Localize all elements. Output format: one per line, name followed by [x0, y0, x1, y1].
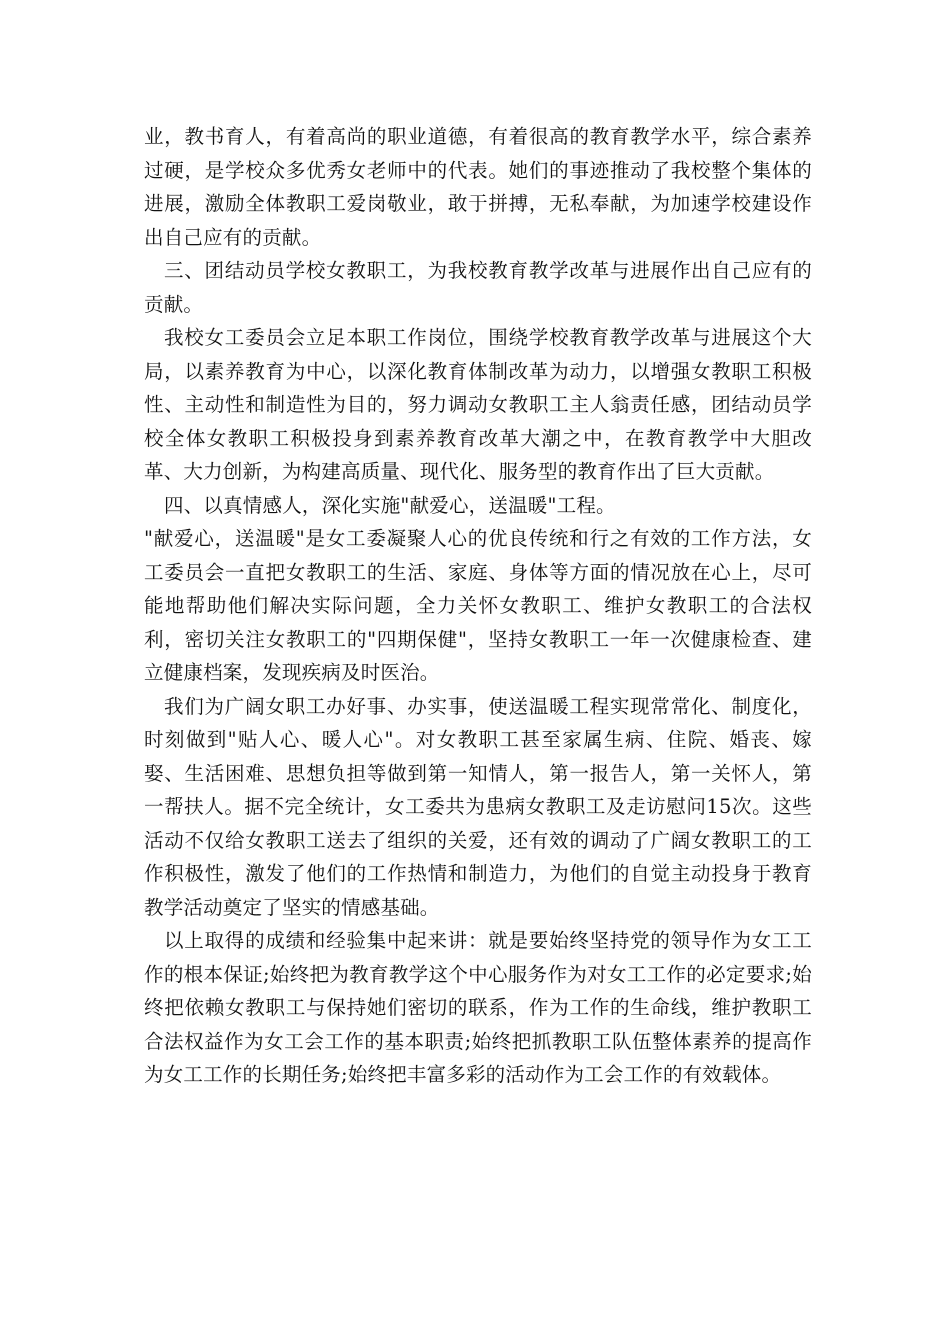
paragraph-7: 以上取得的成绩和经验集中起来讲：就是要始终坚持党的领导作为女工工作的根本保证;始终把为教育教学这个中心服务作为对女工工作的必定要求;始终把依赖女教职工与保持她们密切的联系，作为工作的生命线，维护教职工合法权益作为女工会工作的基本职责;始终把抓教职工队伍整体素养的提高作为女工工作的长期任务;始终把丰富多彩的活动作为工会工作的有效载体。 — [144, 929, 812, 1086]
document-body — [144, 120, 812, 1092]
paragraph-6: 我们为广阔女职工办好事、办实事，使送温暖工程实现常常化、制度化，时刻做到"贴人心、暖人心"。对女教职工甚至家属生病、住院、婚丧、嫁娶、生活困难、思想负担等做到第一知情人，第一报告人，第一关怀人，第一帮扶人。据不完全统计，女工委共为患病女教职工及走访慰问15次。这些活动不仅给女教职工送去了组织的关爱，还有效的调动了广阔女教职工的工作积极性，激发了他们的工作热情和制造力，为他们的自觉主动投身于教育教学活动奠定了坚实的情感基础。 — [144, 694, 812, 919]
paragraph-5: "献爱心，送温暖"是女工委凝聚人心的优良传统和行之有效的工作方法，女工委员会一直把女教职工的生活、家庭、身体等方面的情况放在心上，尽可能地帮助他们解决实际问题，全力关怀女教职工、维护女教职工的合法权利，密切关注女教职工的"四期保健"，坚持女教职工一年一次健康检查、建立健康档案，发现疾病及时医治。 — [144, 527, 812, 684]
paragraph-1: 业，教书育人，有着高尚的职业道德，有着很高的教育教学水平，综合素养过硬，是学校众多优秀女老师中的代表。她们的事迹推动了我校整个集体的进展，激励全体教职工爱岗敬业，敢于拼搏，无私奉献，为加速学校建设作出自己应有的贡献。 — [144, 125, 812, 249]
section-heading-3: 三、团结动员学校女教职工，为我校教育教学改革与进展作出自己应有的贡献。 — [144, 259, 812, 316]
section-heading-4: 四、以真情感人，深化实施"献爱心，送温暖"工程。 — [164, 493, 616, 517]
paragraph-3: 我校女工委员会立足本职工作岗位，围绕学校教育教学改革与进展这个大局，以素养教育为中心，以深化教育体制改革为动力，以增强女教职工积极性、主动性和制造性为目的，努力调动女教职工主人翁责任感，团结动员学校全体女教职工积极投身到素养教育改革大潮之中，在教育教学中大胆改革、大力创新，为构建高质量、现代化、服务型的教育作出了巨大贡献。 — [144, 326, 812, 483]
